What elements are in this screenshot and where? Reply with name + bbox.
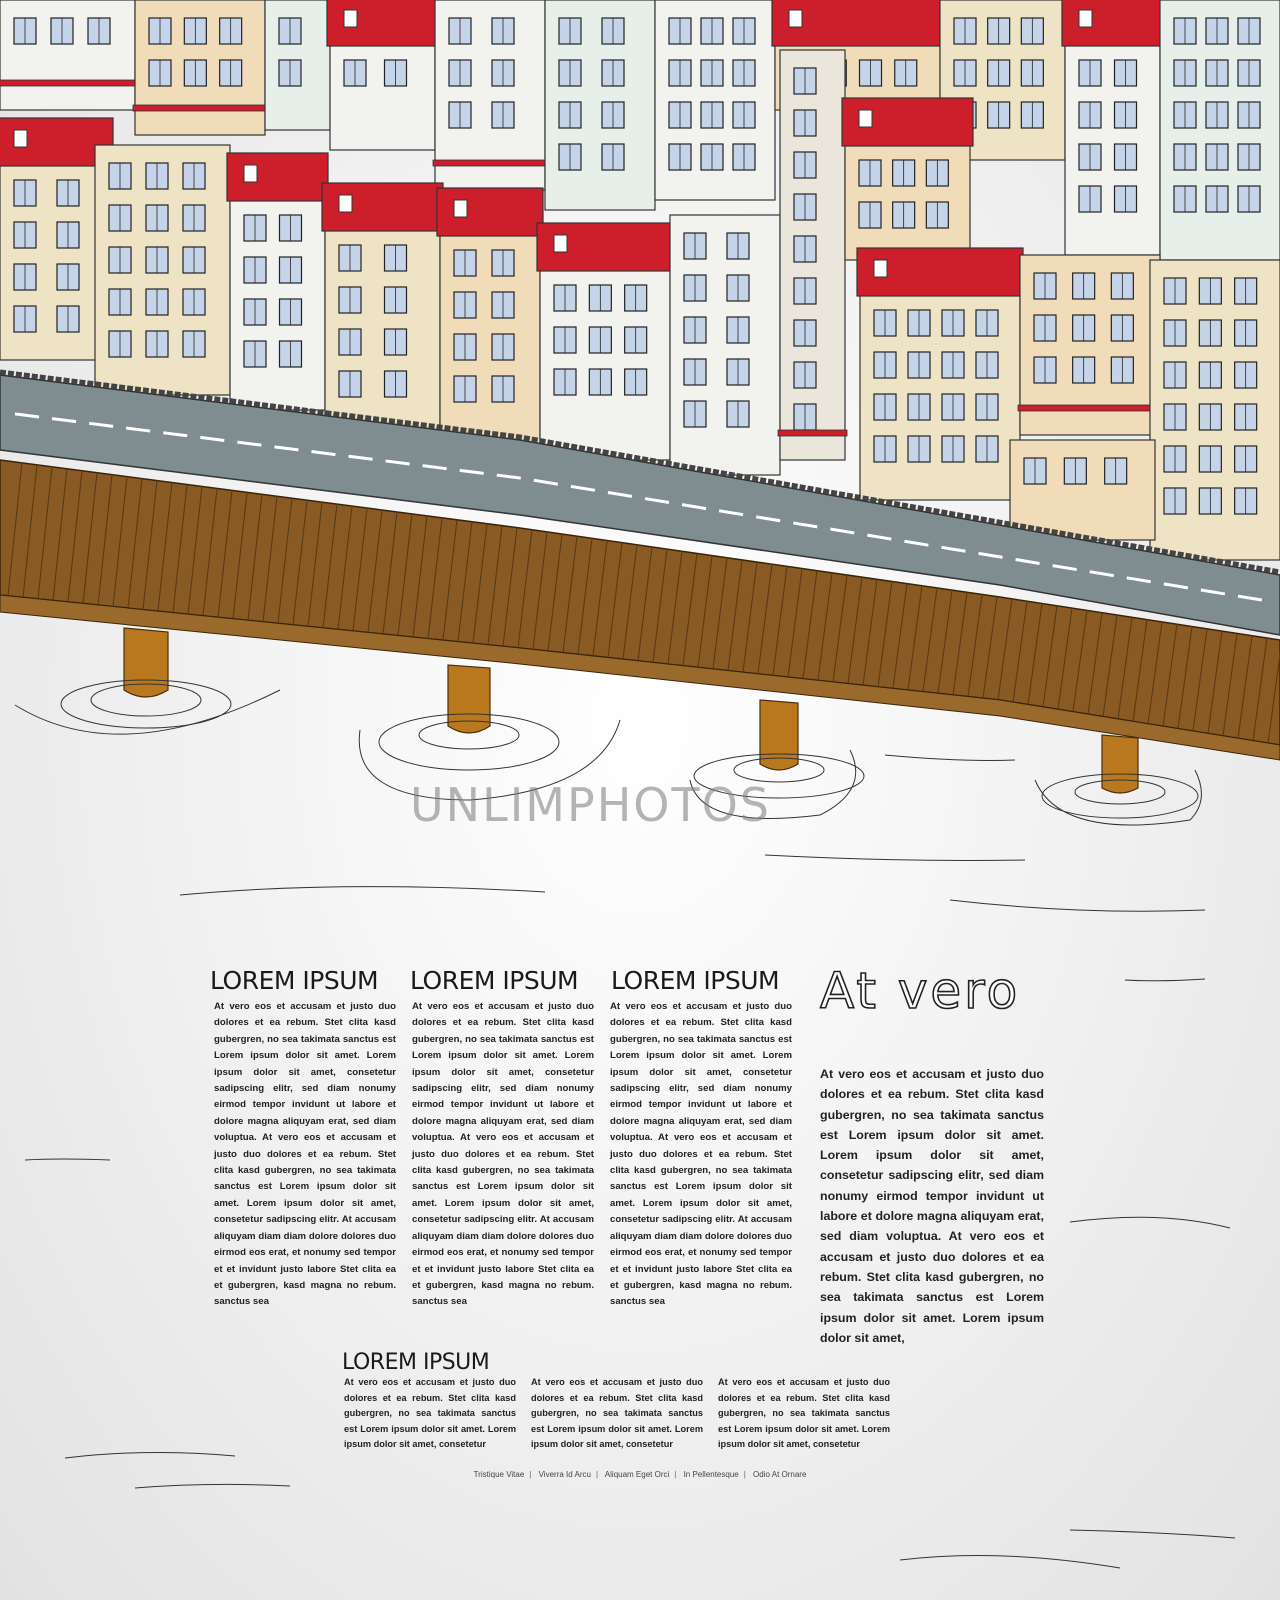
footer-links: Tristique Vitae | Viverra Id Arcu | Aliquam Eget Orci | In Pellentesque | Odio At Ornare xyxy=(473,1470,807,1479)
pillar xyxy=(448,665,490,733)
footer-link[interactable]: Viverra Id Arcu xyxy=(538,1470,591,1479)
house xyxy=(1150,260,1280,560)
house xyxy=(322,183,443,430)
footer-link[interactable]: Odio At Ornare xyxy=(753,1470,807,1479)
roof-window xyxy=(339,195,352,212)
house xyxy=(265,0,330,130)
balcony-ledge xyxy=(1018,405,1162,411)
house xyxy=(670,215,780,475)
roof-window xyxy=(1079,10,1092,27)
house xyxy=(1062,0,1163,255)
house xyxy=(327,0,438,150)
roof-window xyxy=(244,165,257,182)
lower-column-3: At vero eos et accusam et justo duo dolores et ea rebum. Stet clita kasd gubergren, no sea takimata sanctus est Lorem ipsum dolor sit amet. Lorem ipsum dolor sit amet, consetetur xyxy=(718,1377,890,1449)
house xyxy=(545,0,655,210)
house-roof xyxy=(437,188,543,236)
column-1-heading: LOREM IPSUM xyxy=(210,966,379,995)
house-wall xyxy=(1010,440,1155,540)
feature-title: At vero xyxy=(820,962,1021,1020)
pillar xyxy=(124,628,168,697)
balcony-ledge xyxy=(433,160,547,166)
footer-link[interactable]: Tristique Vitae xyxy=(473,1470,525,1479)
roof-window xyxy=(874,260,887,277)
column-1-body: At vero eos et accusam et justo duo dolores et ea rebum. Stet clita kasd gubergren, no sea takimata sanctus est Lorem ipsum dolor sit amet. Lorem ipsum dolor sit amet, consetetur sadipscing elitr, sed diam nonumy eirmod tempor invidunt ut labore et dolore magna aliquyam erat, sed diam voluptua. At vero eos et accusam et justo duo dolores et ea rebum. Stet clita kasd gubergren, no sea takimata sanctus est Lorem ipsum dolor sit amet. Lorem ipsum dolor sit amet, consetetur sadipscing elitr. At accusam aliquyam diam diam dolore dolores duo eirmod eos erat, et nonumy sed tempor et et invidunt justo labore Stet clita ea et gubergren, kasd magna no rebum. sanctus sea xyxy=(214,1001,396,1308)
column-3-body: At vero eos et accusam et justo duo dolores et ea rebum. Stet clita kasd gubergren, no sea takimata sanctus est Lorem ipsum dolor sit amet. Lorem ipsum dolor sit amet, consetetur sadipscing elitr, sed diam nonumy eirmod tempor invidunt ut labore et dolore magna aliquyam erat, sed diam voluptua. At vero eos et accusam et justo duo dolores et ea rebum. Stet clita kasd gubergren, no sea takimata sanctus est Lorem ipsum dolor sit amet. Lorem ipsum dolor sit amet, consetetur sadipscing elitr. At accusam aliquyam diam diam dolore dolores duo eirmod eos erat, et nonumy sed tempor et et invidunt justo labore Stet clita ea et gubergren, kasd magna no rebum. sanctus sea xyxy=(610,1001,792,1308)
house xyxy=(437,188,543,445)
balcony-ledge xyxy=(778,430,847,436)
column-2-body: At vero eos et accusam et justo duo dolores et ea rebum. Stet clita kasd gubergren, no sea takimata sanctus est Lorem ipsum dolor sit amet. Lorem ipsum dolor sit amet, consetetur sadipscing elitr, sed diam nonumy eirmod tempor invidunt ut labore et dolore magna aliquyam erat, sed diam voluptua. At vero eos et accusam et justo duo dolores et ea rebum. Stet clita kasd gubergren, no sea takimata sanctus est Lorem ipsum dolor sit amet. Lorem ipsum dolor sit amet, consetetur sadipscing elitr. At accusam aliquyam diam diam dolore dolores duo eirmod eos erat, et nonumy sed tempor et et invidunt justo labore Stet clita ea et gubergren, kasd magna no rebum. sanctus sea xyxy=(412,1001,594,1308)
roof-window xyxy=(789,10,802,27)
column-3-heading: LOREM IPSUM xyxy=(611,966,780,995)
lower-column-1: At vero eos et accusam et justo duo dolores et ea rebum. Stet clita kasd gubergren, no sea takimata sanctus est Lorem ipsum dolor sit amet. Lorem ipsum dolor sit amet, consetetur xyxy=(344,1377,516,1449)
house xyxy=(655,0,775,200)
house xyxy=(0,0,137,110)
lower-column-2: At vero eos et accusam et justo duo dolores et ea rebum. Stet clita kasd gubergren, no sea takimata sanctus est Lorem ipsum dolor sit amet. Lorem ipsum dolor sit amet, consetetur xyxy=(531,1377,703,1449)
house xyxy=(433,0,547,190)
lower-heading: LOREM IPSUM xyxy=(342,1350,490,1375)
house-roof xyxy=(227,153,328,201)
house-roof xyxy=(1062,0,1163,46)
column-2-heading: LOREM IPSUM xyxy=(410,966,579,995)
footer-link[interactable]: Aliquam Eget Orci xyxy=(604,1470,670,1479)
pillar xyxy=(1102,735,1138,793)
roof-window xyxy=(14,130,27,147)
roof-window xyxy=(554,235,567,252)
balcony-ledge xyxy=(133,105,267,111)
house xyxy=(857,248,1023,500)
roof-window xyxy=(344,10,357,27)
house xyxy=(227,153,328,410)
house xyxy=(1018,255,1162,435)
roof-window xyxy=(454,200,467,217)
house xyxy=(95,145,230,395)
footer-link[interactable]: In Pellentesque xyxy=(683,1470,739,1479)
house-wall xyxy=(0,0,135,110)
roof-window xyxy=(859,110,872,127)
pillar xyxy=(760,700,798,770)
house xyxy=(537,223,673,460)
house xyxy=(1010,440,1155,540)
watermark: UNLIMPHOTOS xyxy=(410,778,772,832)
house xyxy=(842,98,973,260)
house xyxy=(133,0,267,135)
balcony-ledge xyxy=(0,80,137,86)
house xyxy=(1160,0,1280,260)
house xyxy=(778,50,847,460)
feature-body: At vero eos et accusam et justo duo dolores et ea rebum. Stet clita kasd gubergren, no sea takimata sanctus est Lorem ipsum dolor sit amet. Lorem ipsum dolor sit amet, consetetur sadipscing elitr, sed diam nonumy eirmod tempor invidunt ut labore et dolore magna aliquyam erat, sed diam voluptua. At vero eos et accusam et justo duo dolores et ea rebum. Stet clita kasd gubergren, no sea takimata sanctus est Lorem ipsum dolor sit amet. Lorem ipsum dolor sit amet, xyxy=(820,1067,1044,1345)
